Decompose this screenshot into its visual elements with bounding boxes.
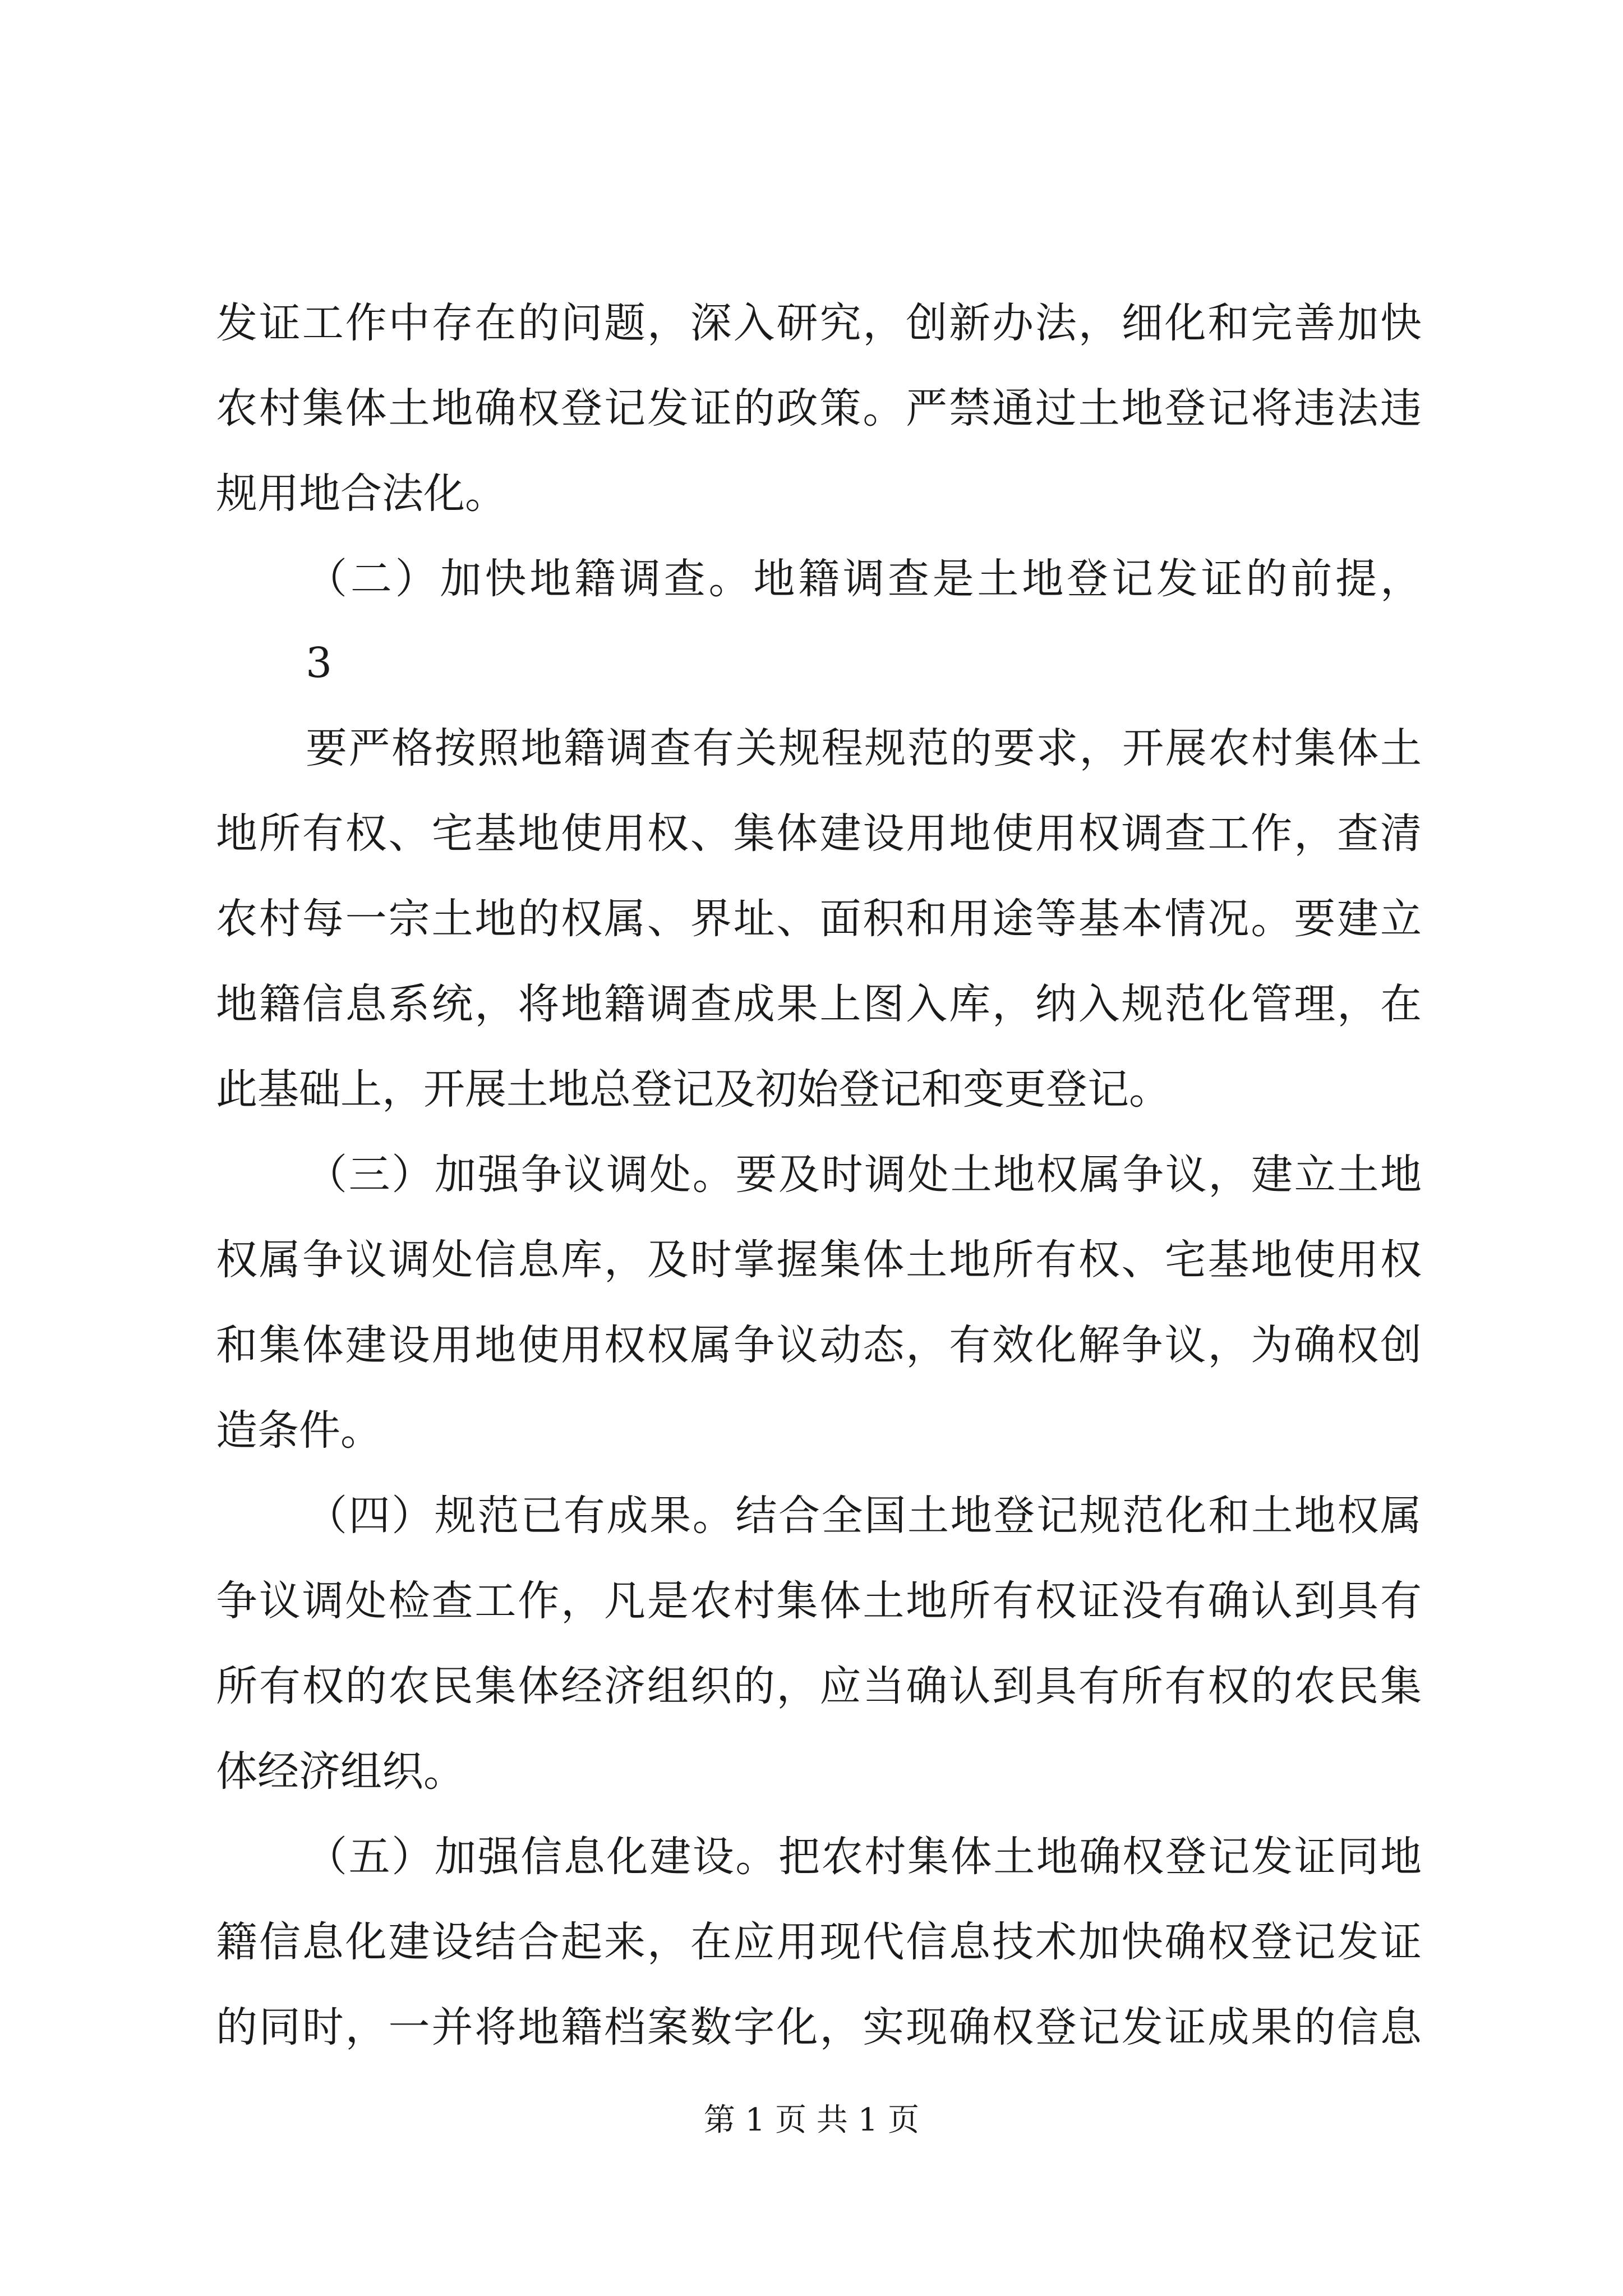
page-footer: 第 1 页 共 1 页 [703,2102,920,2138]
text-line-17: 所有权的农民集体经济组织的，应当确认到具有所有权的农民集 [216,1662,1422,1710]
text-line-13: 和集体建设用地使用权权属争议动态，有效化解争议，为确权创 [216,1321,1422,1369]
text-line-10: 此基础上，开展土地总登记及初始登记和变更登记。 [216,1065,1170,1114]
text-line-2: 农村集体土地确权登记发证的政策。严禁通过土地登记将违法违 [216,384,1422,432]
text-line-18: 体经济组织。 [216,1747,465,1796]
text-line-12: 权属争议调处信息库，及时掌握集体土地所有权、宅基地使用权 [216,1236,1422,1284]
text-line-21: 的同时，一并将地籍档案数字化，实现确权登记发证成果的信息 [216,2003,1422,2051]
text-line-3: 规用地合法化。 [216,470,506,518]
text-line-1: 发证工作中存在的问题，深入研究，创新办法，细化和完善加快 [216,299,1422,347]
text-line-16: 争议调处检查工作，凡是农村集体土地所有权证没有确认到具有 [216,1577,1422,1625]
section-heading-2: （二）加快地籍调查。地籍调查是土地登记发证的前提， [306,555,1422,603]
text-line-7: 地所有权、宅基地使用权、集体建设用地使用权调查工作，查清 [216,809,1422,858]
text-line-8: 农村每一宗土地的权属、界址、面积和用途等基本情况。要建立 [216,895,1422,943]
section-heading-4: （四）规范已有成果。结合全国土地登记规范化和土地权属 [306,1492,1422,1540]
text-line-6: 要严格按照地籍调查有关规程规范的要求，开展农村集体土 [306,724,1422,772]
text-line-14: 造条件。 [216,1406,382,1455]
text-line-9: 地籍信息系统，将地籍调查成果上图入库，纳入规范化管理，在 [216,980,1422,1028]
section-heading-5: （五）加强信息化建设。把农村集体土地确权登记发证同地 [306,1833,1422,1881]
text-line-20: 籍信息化建设结合起来，在应用现代信息技术加快确权登记发证 [216,1918,1422,1966]
inline-page-number: 3 [306,639,333,687]
section-heading-3: （三）加强争议调处。要及时调处土地权属争议，建立土地 [306,1151,1422,1199]
